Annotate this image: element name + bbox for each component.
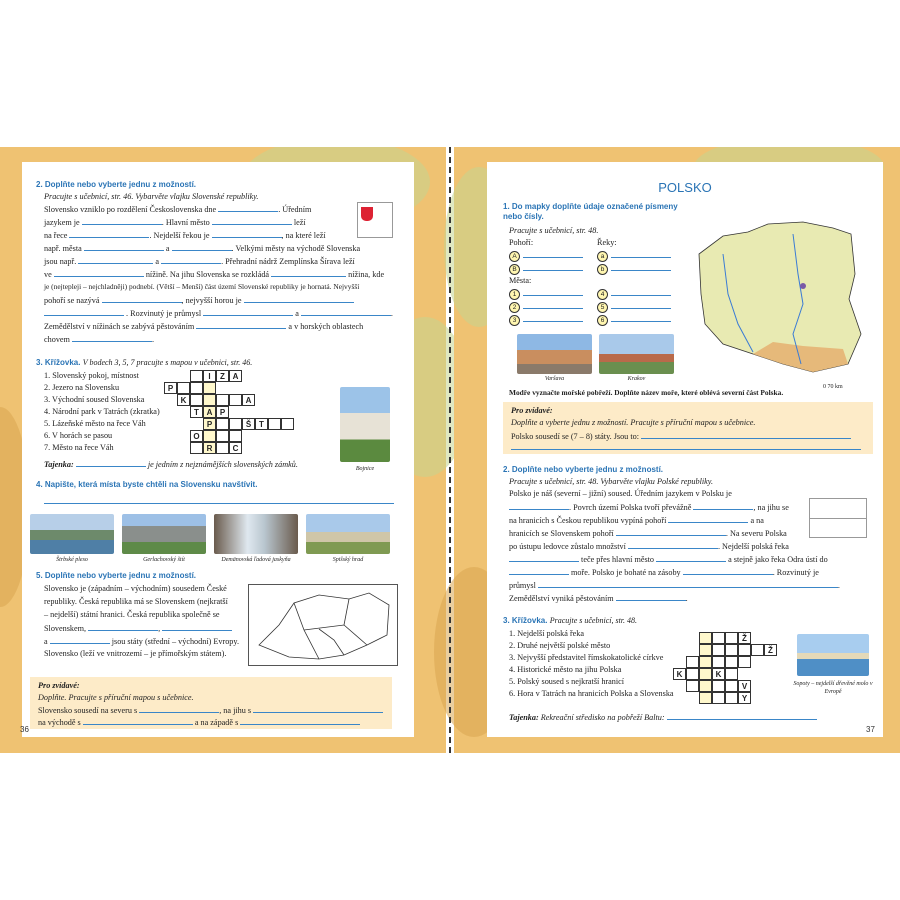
crossword-cell[interactable]	[712, 692, 725, 704]
bonus-line: na východě s a na západě s	[38, 717, 360, 728]
task2-line: průmysl .	[509, 581, 840, 590]
crossword-cell[interactable]	[216, 418, 229, 430]
crossword-cell[interactable]	[712, 632, 725, 644]
task2-line: . Rozvinutý je průmysl a .	[44, 308, 393, 319]
crossword-cell[interactable]: I	[203, 370, 216, 382]
cities-label: Města:	[509, 276, 532, 285]
crossword-cell[interactable]	[699, 644, 712, 656]
left-page	[22, 162, 414, 737]
clue-item: 5. Lázeňské město na řece Váh	[44, 419, 146, 428]
crossword-cell[interactable]: A	[242, 394, 255, 406]
mark-row: 4	[597, 288, 671, 300]
mark-row: b	[597, 263, 671, 275]
crossword-cell[interactable]	[725, 656, 738, 668]
mark-row: 1	[509, 288, 583, 300]
task2-line: ve nížině. Na jihu Slovenska se rozkládá nížina, kde	[44, 270, 385, 279]
crossword-cell[interactable]	[699, 668, 712, 680]
task3-heading: 3. Křížovka. Pracujte s učebnicí, str. 48.	[503, 616, 638, 625]
demanovska-jaskyna-photo	[214, 514, 298, 554]
answer-line[interactable]	[44, 503, 394, 504]
task5-line: republiky. Česká republika má se Slovenskem (nejkratší	[44, 597, 228, 606]
task2-line: na hranicích s Českou republikou vypíná pohoří a na	[509, 516, 764, 525]
crossword-cell[interactable]: A	[203, 406, 216, 418]
task4-heading: 4. Napište, která místa byste chtěli na Slovensku navštívit.	[36, 480, 258, 489]
page-number: 36	[20, 725, 29, 734]
crossword-cell[interactable]	[686, 656, 699, 668]
task5-line: – nejdelší) státní hranici. Česká republika společně se	[44, 610, 220, 619]
task1-instruction: Pracujte s učebnicí, str. 48.	[509, 226, 599, 235]
crossword-cell[interactable]	[725, 680, 738, 692]
rivers-label: Řeky:	[597, 238, 617, 247]
task5-heading: 5. Doplňte nebo vyberte jednu z možností.	[36, 571, 197, 580]
bojnice-photo	[340, 387, 390, 462]
clue-item: 5. Polský soused s nejkratší hranicí	[509, 677, 625, 686]
crossword-cell[interactable]: Y	[738, 692, 751, 704]
page-divider	[449, 147, 451, 753]
crossword-cell[interactable]	[699, 632, 712, 644]
clue-item: 7. Město na řece Váh	[44, 443, 114, 452]
clue-item: 6. Hora v Tatrách na hranicích Polska a Slovenska	[509, 689, 674, 698]
crossword-cell[interactable]: Ž	[764, 644, 777, 656]
task2-line: pohoří se nazývá , nejvyšší horou je	[44, 295, 354, 306]
varsava-photo	[517, 334, 592, 374]
poland-map[interactable]	[693, 214, 863, 390]
page-number: 37	[866, 725, 875, 734]
crossword-cell[interactable]: K	[712, 668, 725, 680]
crossword-cell[interactable]	[203, 382, 216, 394]
bonus-line: Slovensko sousedí na severu s , na jihu s	[38, 705, 383, 716]
clue-item: 3. Nejvyšší představitel římskokatolické církve	[509, 653, 664, 662]
clue-item: 3. Východní soused Slovenska	[44, 395, 145, 404]
photo-caption: Bojnice	[355, 466, 375, 472]
clue-item: 1. Slovenský pokoj, místnost	[44, 371, 139, 380]
crossword-cell[interactable]	[177, 382, 190, 394]
mark-row: a	[597, 250, 671, 262]
crossword-cell[interactable]: Z	[216, 370, 229, 382]
map-scale: 0 70 km	[823, 384, 843, 390]
clue-item: 4. Historické město na jihu Polska	[509, 665, 622, 674]
task2-line: Zemědělství v nížinách se zabývá pěstováním a v horských oblastech	[44, 322, 364, 331]
crossword-solution: Tajenka: Rekreační středisko na pobřeží Baltu:	[509, 712, 817, 723]
crossword-cell[interactable]	[712, 644, 725, 656]
spissky-hrad-photo	[306, 514, 390, 554]
gerlachovsky-stit-photo	[122, 514, 206, 554]
crossword-cell[interactable]: O	[190, 430, 203, 442]
bonus-box	[503, 402, 873, 454]
crossword-cell[interactable]	[190, 370, 203, 382]
crossword-cell[interactable]	[699, 656, 712, 668]
task2-instruction: Pracujte s učebnicí, str. 48. Vybarvěte vlajku Polské republiky.	[509, 477, 714, 486]
crossword-cell[interactable]	[712, 680, 725, 692]
photo-caption: Gerlachovský štít	[143, 557, 185, 563]
crossword-cell[interactable]: P	[203, 418, 216, 430]
crossword-cell[interactable]	[190, 394, 203, 406]
mountains-label: Pohoří:	[509, 238, 534, 247]
right-page	[487, 162, 883, 737]
task2-heading: 2. Doplňte nebo vyberte jednu z možností.	[36, 180, 197, 189]
crossword-cell[interactable]	[216, 394, 229, 406]
crossword-cell[interactable]	[203, 394, 216, 406]
crossword-cell[interactable]	[751, 644, 764, 656]
task5-line: Slovensko je (západním – východním) sousedem České	[44, 584, 227, 593]
crossword-cell[interactable]	[725, 644, 738, 656]
crossword-cell[interactable]: K	[177, 394, 190, 406]
photo-caption: Štrbské pleso	[56, 557, 88, 563]
bonus-instruction: Doplňte a vyberte jednu z možností. Pracujte s příruční mapou s učebnice.	[511, 418, 756, 427]
mark-row: 5	[597, 301, 671, 313]
mark-row: A	[509, 250, 583, 262]
mark-row: 6	[597, 314, 671, 326]
sopoty-photo	[797, 634, 869, 676]
crossword-cell[interactable]	[699, 692, 712, 704]
coat-of-arms-icon	[360, 206, 374, 222]
strbske-pleso-photo	[30, 514, 114, 554]
answer-line[interactable]	[511, 449, 861, 450]
task2-line: teče přes hlavní město a stejně jako řeka Odra ústí do	[509, 554, 828, 565]
crossword-cell[interactable]: T	[255, 418, 268, 430]
task2-line: Zemědělství vyniká pěstováním .	[509, 594, 688, 603]
crossword-solution: Tajenka: je jedním z nejznámějších slovenských zámků.	[44, 460, 298, 469]
task3-heading: 3. Křížovka. V bodech 3, 5, 7 pracujte s mapou v učebnici, str. 46.	[36, 358, 253, 367]
crossword-cell[interactable]	[229, 430, 242, 442]
task2-line: např. města a . Velkými městy na východě Slovenska	[44, 244, 361, 253]
crossword-cell[interactable]	[281, 418, 294, 430]
task2-instruction: Pracujte s učebnicí, str. 46. Vybarvěte vlajku Slovenské republiky.	[44, 192, 259, 201]
crossword-cell[interactable]	[229, 394, 242, 406]
clue-item: 4. Národní park v Tatrách (zkratka)	[44, 407, 160, 416]
photo-caption: Demänovská ľadová jaskyňa	[221, 557, 291, 563]
krakov-photo	[599, 334, 674, 374]
task5-line: a jsou státy (střední – východní) Evropy.	[44, 637, 239, 646]
bonus-line: Polsko sousedí se (7 – 8) státy. Jsou to:	[511, 431, 851, 442]
task2-line: moře. Polsko je bohaté na zásoby . Rozvinutý je	[509, 567, 819, 578]
bonus-title: Pro zvídavé:	[511, 406, 553, 415]
crossword-cell[interactable]	[725, 692, 738, 704]
photo-caption: Sopoty – nejdelší dřevěné molo v Evropě	[793, 681, 873, 695]
crossword-cell[interactable]	[229, 418, 242, 430]
task2-line: jazykem je . Hlavní město leží	[44, 218, 306, 227]
crossword-cell[interactable]	[216, 430, 229, 442]
bonus-box	[30, 677, 392, 729]
bonus-title: Pro zvídavé:	[38, 681, 80, 690]
photo-caption: Krakov	[627, 376, 646, 382]
task5-line: Slovensko (leží ve vnitrozemí – je přímořským státem).	[44, 649, 227, 658]
crossword-cell[interactable]: V	[738, 680, 751, 692]
clue-item: 6. V horách se pasou	[44, 431, 113, 440]
task2-line: na řece . Nejdelší řekou je , na které leží	[44, 231, 326, 240]
task2-line: . Povrch území Polska tvoří převážně , na jihu se	[509, 502, 789, 513]
clue-item: 1. Nejdelší polská řeka	[509, 629, 585, 638]
task2-line: Slovensko vzniklo po rozdělení Československa dne . Úředním	[44, 205, 312, 214]
task2-line: Polsko je náš (severní – jižní) soused. Úředním jazykem v Polsku je	[509, 489, 732, 498]
crossword-cell[interactable]: Ž	[738, 632, 751, 644]
mark-row: 2	[509, 301, 583, 313]
crossword-cell[interactable]	[725, 668, 738, 680]
crossword-cell[interactable]	[216, 442, 229, 454]
crossword-cell[interactable]	[268, 418, 281, 430]
task1-heading: 1. Do mapky doplňte údaje označené písmeny nebo čísly.	[503, 202, 678, 221]
central-europe-map[interactable]	[248, 584, 398, 666]
crossword-cell[interactable]	[712, 656, 725, 668]
photo-caption: Varšava	[544, 376, 565, 382]
crossword-cell[interactable]: T	[190, 406, 203, 418]
slovak-flag-outline[interactable]	[357, 202, 393, 238]
crossword-cell[interactable]	[203, 430, 216, 442]
crossword-cell[interactable]	[738, 656, 751, 668]
crossword-cell[interactable]	[190, 382, 203, 394]
mark-row: 3	[509, 314, 583, 326]
crossword-cell[interactable]: R	[203, 442, 216, 454]
crossword-cell[interactable]	[725, 632, 738, 644]
crossword-cell[interactable]	[699, 680, 712, 692]
task2-heading: 2. Doplňte nebo vyberte jednu z možností.	[503, 465, 664, 474]
crossword-cell[interactable]	[190, 442, 203, 454]
page-title: POLSKO	[658, 180, 712, 195]
task2-line: hranicích se Slovenskem pohoří . Na severu Polska	[509, 529, 787, 538]
clue-item: 2. Druhé největší polské město	[509, 641, 611, 650]
crossword-cell[interactable]: A	[229, 370, 242, 382]
task2-line: jsou např. a . Přehradní nádrž Zemplínska Šírava leží	[44, 257, 355, 266]
task2-line: po ústupu ledovce zůstalo množství . Nejdelší polská řeka	[509, 542, 789, 551]
photo-caption: Spišský hrad	[332, 557, 364, 563]
task2-line: je (nejtepleji – nejchladněji) podnebí. (Větší – Menší) část území Slovenské republiky je hornatá. Nejvyšší	[44, 282, 360, 291]
crossword-cell[interactable]: Š	[242, 418, 255, 430]
task2-line: chovem .	[44, 335, 155, 344]
task5-line: Slovenskem, ,	[44, 623, 232, 634]
crossword-cell[interactable]: P	[164, 382, 177, 394]
crossword-cell[interactable]	[738, 644, 751, 656]
task1-note: Modře vyznačte mořské pobřeží. Doplňte název moře, které oblévá severní část Polska.	[509, 388, 784, 397]
crossword-cell[interactable]: P	[216, 406, 229, 418]
crossword-cell[interactable]	[686, 680, 699, 692]
crossword-cell[interactable]: K	[673, 668, 686, 680]
clue-item: 2. Jezero na Slovensku	[44, 383, 120, 392]
crossword-cell[interactable]: C	[229, 442, 242, 454]
book-spread	[0, 147, 900, 753]
crossword-cell[interactable]	[686, 668, 699, 680]
polish-flag-outline[interactable]	[809, 498, 867, 538]
bonus-instruction: Doplňte. Pracujte s příruční mapou s učebnice.	[38, 693, 194, 702]
mark-row: B	[509, 263, 583, 275]
